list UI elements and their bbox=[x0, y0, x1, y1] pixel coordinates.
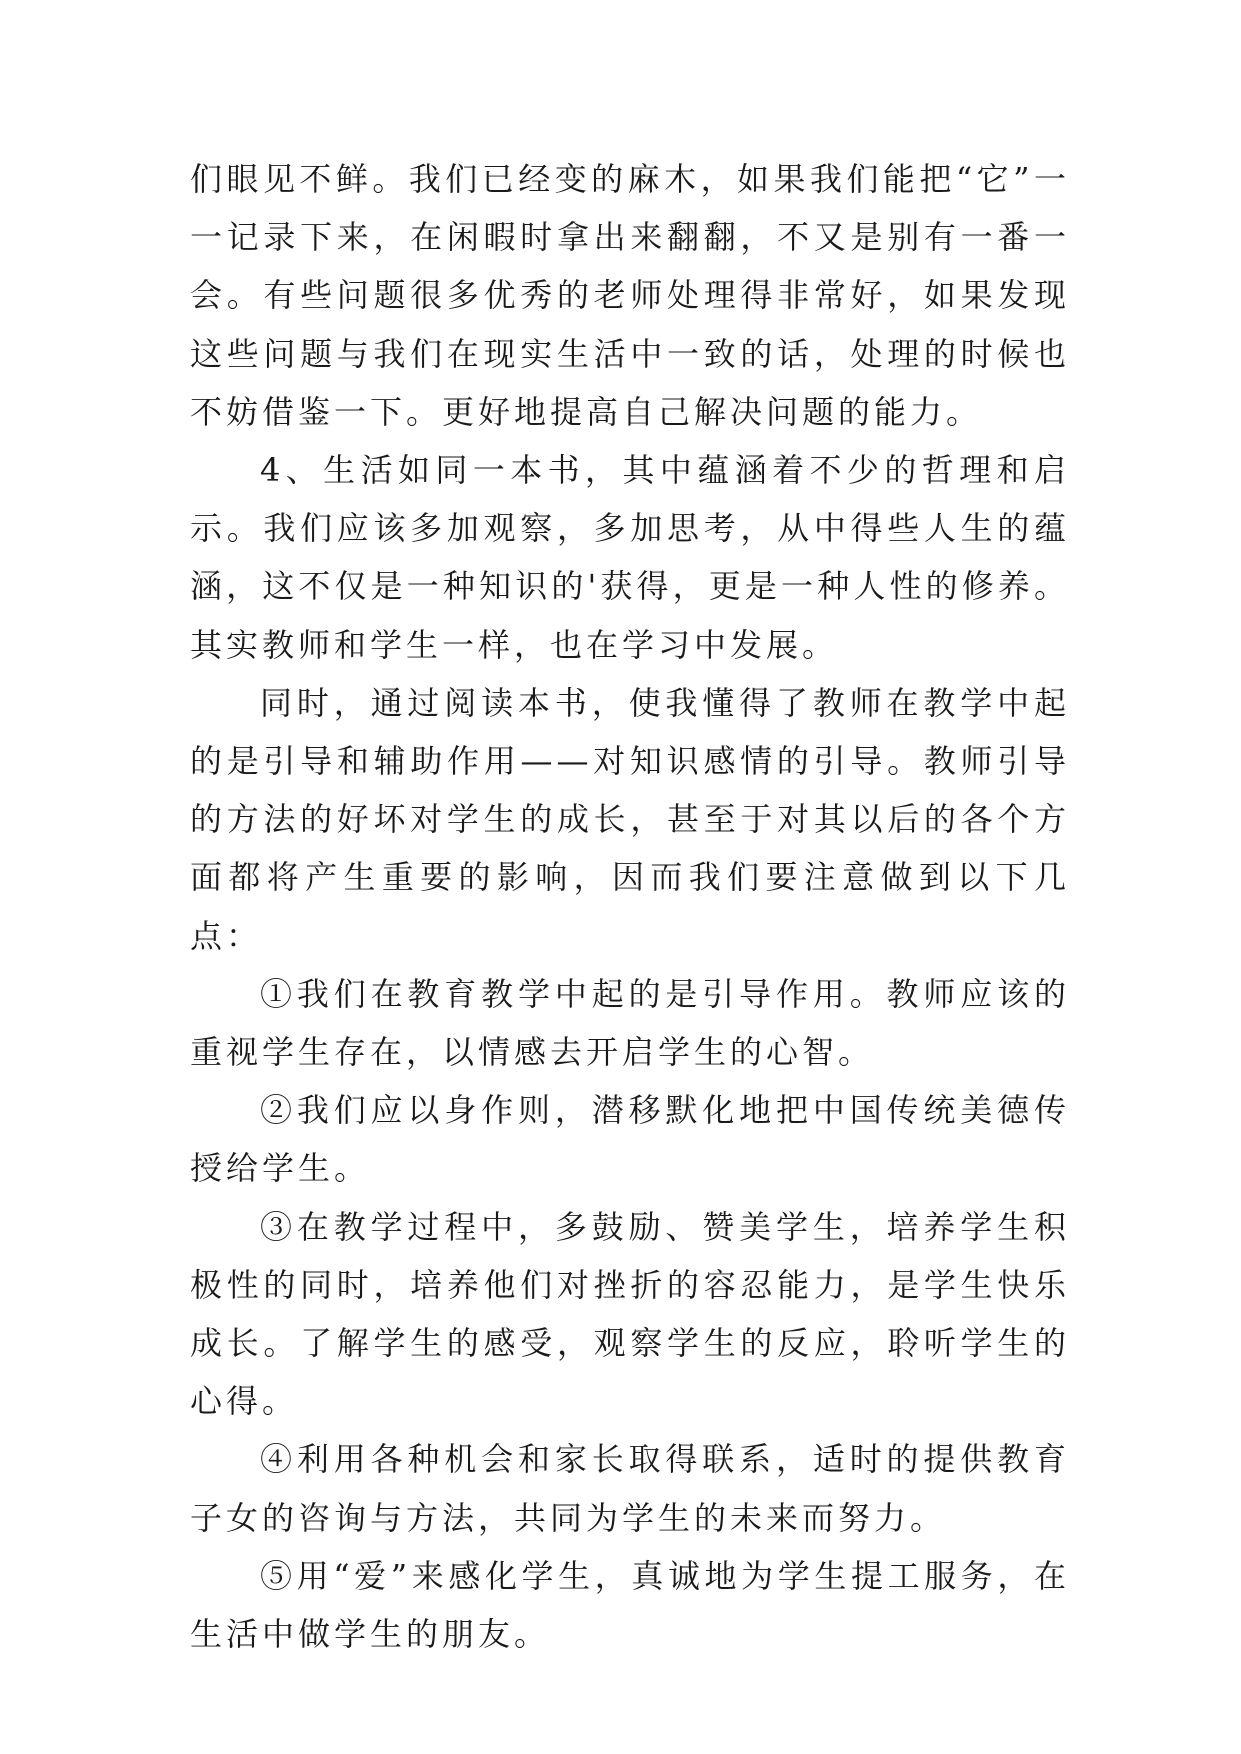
document-body bbox=[190, 150, 1070, 1663]
list-item-3: ③在教学过程中，多鼓励、赞美学生，培养学生积极性的同时，培养他们对挫折的容忍能力，是学生快乐成长。了解学生的感受，观察学生的反应，聆听学生的心得。 bbox=[190, 1207, 1070, 1421]
list-item-2: ②我们应以身作则，潜移默化地把中国传统美德传授给学生。 bbox=[190, 1091, 1070, 1188]
paragraph-point-4: 4、生活如同一本书，其中蕴涵着不少的哲理和启示。我们应该多加观察，多加思考，从中得些人生的蕴涵，这不仅是一种知识的'获得，更是一种人性的修养。其实教师和学生一样，也在学习中发展。 bbox=[190, 451, 1070, 664]
list-item-5: ⑤用“爱”来感化学生，真诚地为学生提工服务，在生活中做学生的朋友。 bbox=[190, 1556, 1070, 1654]
list-item-4: ④利用各种机会和家长取得联系，适时的提供教育子女的咨询与方法，共同为学生的未来而努力。 bbox=[190, 1440, 1070, 1537]
list-item-1: ①我们在教育教学中起的是引导作用。教师应该的重视学生存在，以情感去开启学生的心智。 bbox=[190, 974, 1070, 1072]
paragraph-reading-reflection: 同时，通过阅读本书，使我懂得了教师在教学中起的是引导和辅助作用——对知识感情的引导。教师引导的方法的好坏对学生的成长，甚至于对其以后的各个方面都将产生重要的影响，因而我们要注意做到以下几点： bbox=[190, 683, 1070, 955]
paragraph-continuation: 们眼见不鲜。我们已经变的麻木，如果我们能把“它”一一记录下来，在闲暇时拿出来翻翻，不又是别有一番一会。有些问题很多优秀的老师处理得非常好，如果发现这些问题与我们在现实生活中一致的话，处理的时候也不妨借鉴一下。更好地提高自己解决问题的能力。 bbox=[190, 160, 1070, 431]
